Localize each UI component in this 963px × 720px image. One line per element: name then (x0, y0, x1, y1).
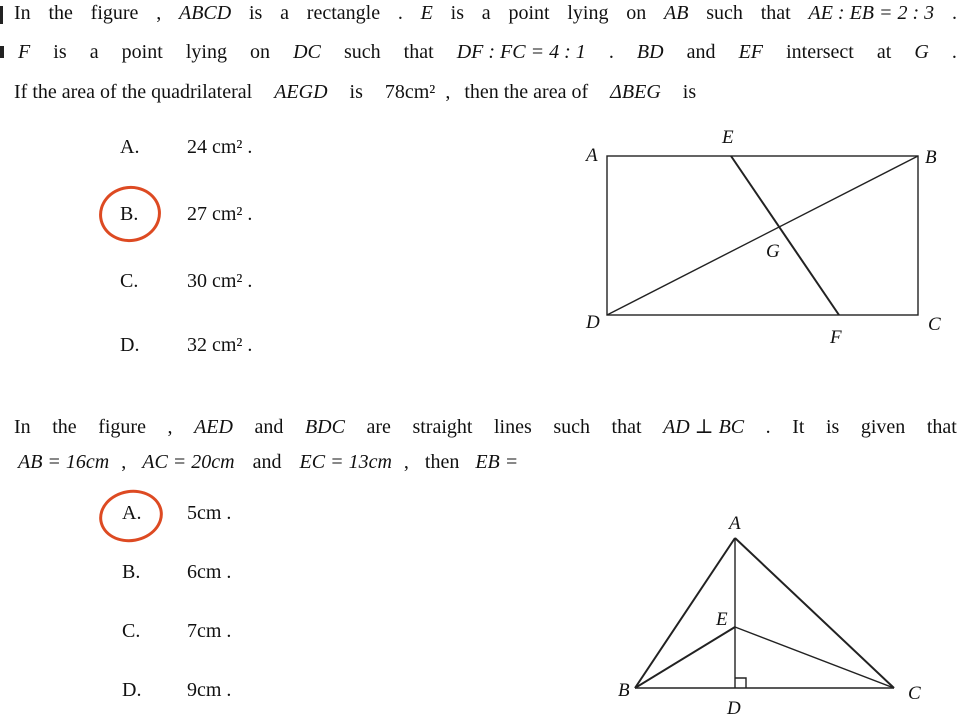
math: AE : EB = 2 : 3 (808, 2, 935, 24)
math: BDC (304, 416, 345, 438)
word: point (508, 2, 550, 24)
word: such (553, 416, 590, 438)
word: lying (567, 2, 609, 24)
q1-option-c-letter: C. (120, 270, 139, 292)
word: , (121, 451, 127, 473)
segment-ef (731, 156, 839, 315)
word: is (349, 81, 363, 103)
segment-be (635, 627, 735, 688)
math: DF : FC = 4 : 1 (456, 41, 586, 63)
word: a (89, 41, 99, 63)
label-a: A (729, 513, 741, 534)
math: E (420, 2, 433, 24)
segment-ac (735, 538, 894, 688)
label-d: D (586, 312, 600, 333)
math: G (914, 41, 929, 63)
word: that (760, 2, 791, 24)
word: a (280, 2, 290, 24)
word: 78cm² (384, 81, 436, 103)
label-c: C (908, 683, 921, 704)
word: on (250, 41, 271, 63)
q2-option-b-letter: B. (122, 561, 141, 583)
word: . (397, 2, 403, 24)
math: BD (636, 41, 664, 63)
word: then (424, 451, 460, 473)
word: and (252, 451, 282, 473)
word: intersect (786, 41, 854, 63)
math: EF (738, 41, 764, 63)
word: , (167, 416, 173, 438)
word: and (254, 416, 284, 438)
word: the (48, 2, 73, 24)
word: a (481, 2, 491, 24)
q2-line-2 (18, 451, 957, 479)
word: rectangle (306, 2, 381, 24)
word: the (52, 416, 77, 438)
math: EB = (475, 451, 519, 473)
math: AC = 20cm (142, 451, 235, 473)
word: that (926, 416, 957, 438)
word: is (53, 41, 67, 63)
q1-option-a-letter: A. (120, 136, 140, 158)
label-c: C (928, 314, 941, 335)
q1-option-a-text: 24 cm² . (187, 136, 253, 158)
word: are (366, 416, 391, 438)
q2-option-c-text: 7cm . (187, 620, 232, 642)
word: . (608, 41, 614, 63)
word: and (686, 41, 716, 63)
word: figure (98, 416, 146, 438)
word: It (792, 416, 805, 438)
math: F (18, 41, 31, 63)
math: DC (293, 41, 321, 63)
word: , (403, 451, 409, 473)
word: on (626, 2, 647, 24)
label-d: D (727, 698, 741, 719)
word: In (14, 2, 31, 24)
math: AB (664, 2, 689, 24)
q1-option-b-text: 27 cm² . (187, 203, 253, 225)
q2-option-a-letter: A. (122, 502, 142, 524)
label-b: B (925, 147, 937, 168)
word: straight (412, 416, 473, 438)
word: is (249, 2, 263, 24)
word: given (860, 416, 906, 438)
q1-option-b-letter: B. (120, 203, 139, 225)
label-b: B (618, 680, 630, 701)
segment-ec (735, 627, 894, 688)
word: lines (494, 416, 532, 438)
math: AED (194, 416, 233, 438)
q2-option-b-text: 6cm . (187, 561, 232, 583)
q1-option-d-text: 32 cm² . (187, 334, 253, 356)
word: that (403, 41, 434, 63)
right-angle-mark (735, 678, 746, 688)
q1-option-d-letter: D. (120, 334, 140, 356)
math: EC = 13cm (299, 451, 392, 473)
label-e: E (716, 609, 728, 630)
word: . (951, 2, 957, 24)
label-f: F (830, 327, 842, 348)
label-e: E (722, 127, 734, 148)
label-a: A (586, 145, 598, 166)
q2-option-c-letter: C. (122, 620, 141, 642)
word: such (706, 2, 743, 24)
word: . (765, 416, 771, 438)
word: such (343, 41, 381, 63)
q2-option-a-text: 5cm . (187, 502, 232, 524)
math: ABCD (179, 2, 232, 24)
q2-option-d-letter: D. (122, 679, 142, 701)
word: is (450, 2, 464, 24)
q2-line-1 (14, 414, 957, 442)
word: . (951, 41, 957, 63)
word: is (682, 81, 697, 103)
word: at (876, 41, 892, 63)
word: figure (90, 2, 139, 24)
word: lying (185, 41, 227, 63)
word: If the area of the quadrilateral (14, 81, 253, 103)
word: , (156, 2, 162, 24)
q1-option-c-text: 30 cm² . (187, 270, 253, 292)
math: AD ⊥ BC (663, 416, 745, 438)
word: point (121, 41, 163, 63)
math: AEGD (274, 81, 328, 103)
diagonal-bd (607, 156, 918, 315)
word: then the area of (464, 81, 589, 103)
math: AB = 16cm (18, 451, 110, 473)
label-g: G (766, 241, 780, 262)
q2-option-d-text: 9cm . (187, 679, 232, 701)
word: In (14, 416, 31, 438)
word: that (611, 416, 642, 438)
math: ΔBEG (610, 81, 661, 103)
word: is (825, 416, 840, 438)
word: , (445, 81, 451, 103)
